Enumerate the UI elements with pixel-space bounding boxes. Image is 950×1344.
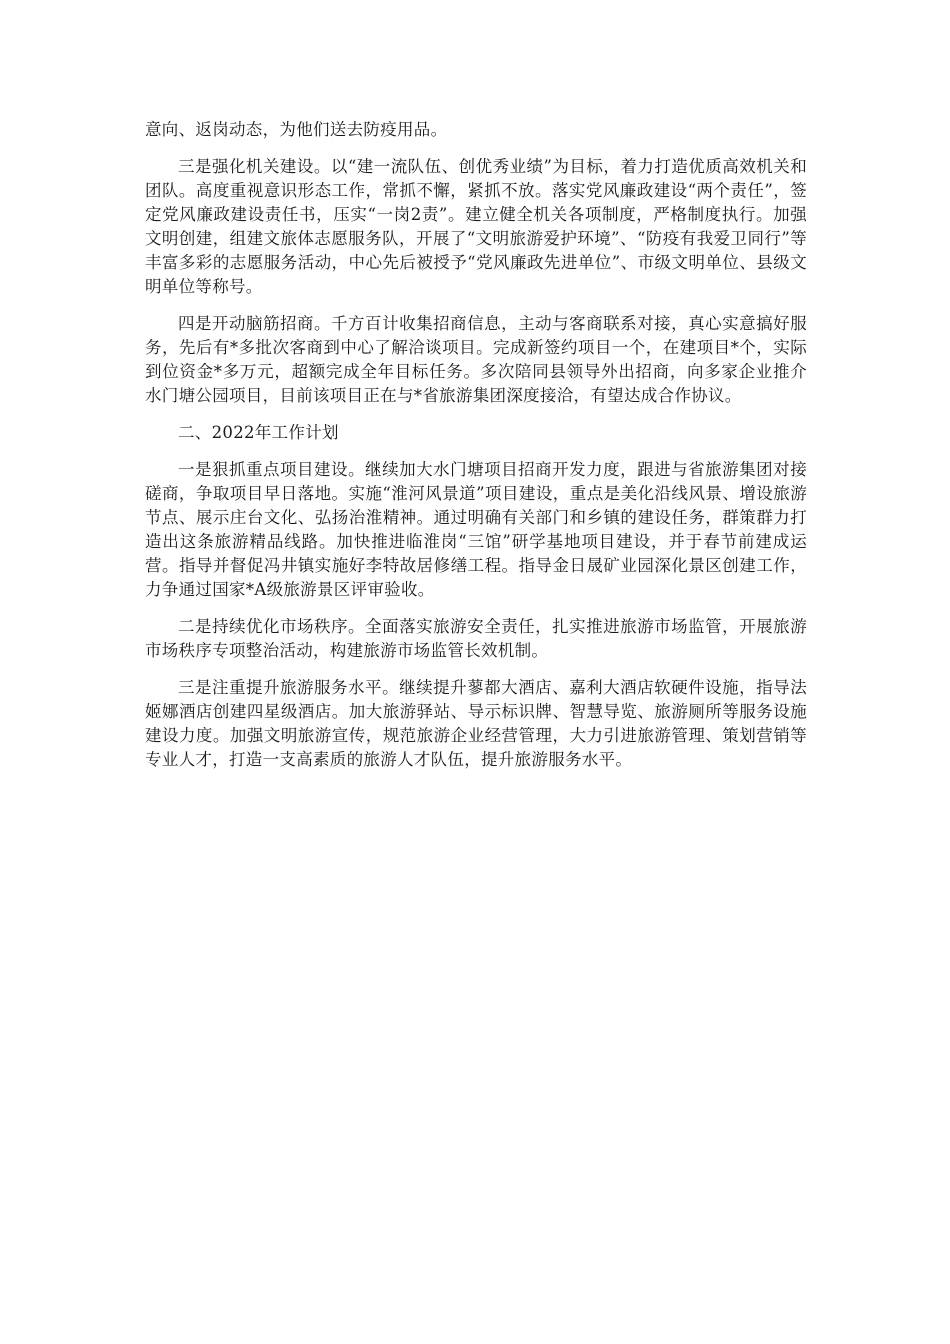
paragraph-continuation: 意向、返岗动态，为他们送去防疫用品。 (145, 120, 448, 139)
paragraph-market-order: 二是持续优化市场秩序。全面落实旅游安全责任，扎实推进旅游市场监管，开展旅游市场秩序专项整治活动，构建旅游市场监管长效机制。 (145, 617, 807, 660)
paragraph-investment-attraction: 四是开动脑筋招商。千方百计收集招商信息，主动与客商联系对接，真心实意搞好服务，先后有*多批次客商到中心了解洽谈项目。完成新签约项目一个，在建项目*个，实际到位资金*多万元，超额完成全年目标任务。多次陪同县领导外出招商，向多家企业推介水门塘公园项目，目前该项目正在与*省旅游集团深度接洽，有望达成合作协议。 (145, 314, 807, 405)
paragraph-service-level: 三是注重提升旅游服务水平。继续提升蓼都大酒店、嘉利大酒店软硬件设施，指导法姬娜酒店创建四星级酒店。加大旅游驿站、导示标识牌、智慧导览、旅游厕所等服务设施建设力度。加强文明旅游宣传，规范旅游企业经营管理，大力引进旅游管理、策划营销等专业人才，打造一支高素质的旅游人才队伍，提升旅游服务水平。 (145, 678, 807, 769)
paragraph-key-projects: 一是狠抓重点项目建设。继续加大水门塘项目招商开发力度，跟进与省旅游集团对接磋商，争取项目早日落地。实施“淮河风景道”项目建设，重点是美化沿线风景、增设旅游节点、展示庄台文化、弘扬治淮精神。通过明确有关部门和乡镇的建设任务，群策群力打造出这条旅游精品线路。加快推进临淮岗“三馆”研学基地项目建设，并于春节前建成运营。指导并督促冯井镇实施好李特故居修缮工程。指导金日晟矿业园深化景区创建工作，力争通过国家*A级旅游景区评审验收。 (145, 460, 807, 599)
document-body (145, 118, 807, 785)
section-heading-2022-plan: 二、2022年工作计划 (178, 423, 339, 442)
paragraph-organization-building: 三是强化机关建设。以“建一流队伍、创优秀业绩”为目标，着力打造优质高效机关和团队。高度重视意识形态工作，常抓不懈，紧抓不放。落实党风廉政建设“两个责任”，签定党风廉政建设责任书，压实“一岗2责”。建立健全机关各项制度，严格制度执行。加强文明创建，组建文旅体志愿服务队，开展了“文明旅游爱护环境”、“防疫有我爱卫同行”等丰富多彩的志愿服务活动，中心先后被授予“党风廉政先进单位”、市级文明单位、县级文明单位等称号。 (145, 157, 807, 296)
